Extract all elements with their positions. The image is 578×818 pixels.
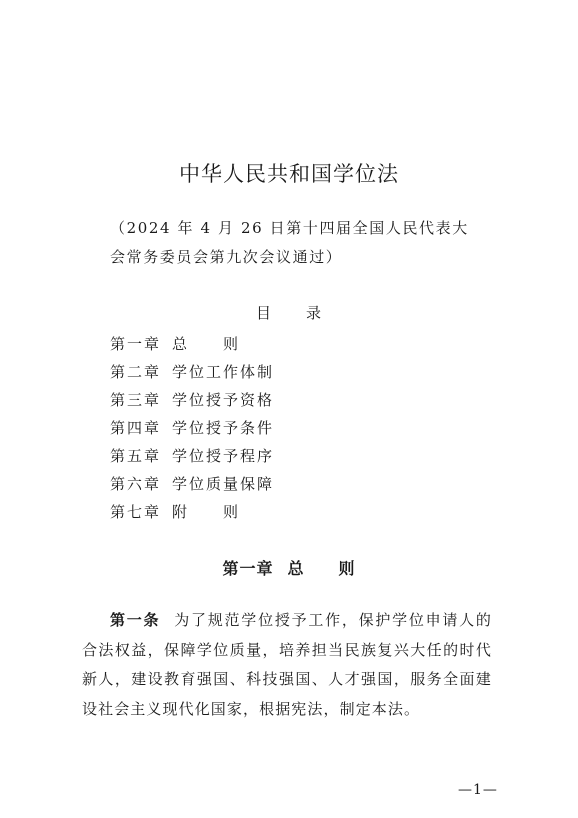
document-title: 中华人民共和国学位法 <box>179 162 399 186</box>
toc-chapter-number: 第三章 <box>110 391 162 409</box>
table-of-contents <box>110 330 274 526</box>
toc-item-chapter-5 <box>110 442 274 470</box>
toc-heading-left: 目 <box>255 304 272 322</box>
toc-chapter-title: 附 则 <box>172 503 241 521</box>
toc-chapter-number: 第二章 <box>110 363 162 381</box>
article-text: 为了规范学位授予工作，保护学位申请人的合法权益，保障学位质量，培养担当民族复兴大任的时代新人，建设教育强国、科技强国、人才强国，服务全面建设社会主义现代化国家，根据宪法，制定本法。 <box>82 611 492 718</box>
toc-item-chapter-7 <box>110 498 274 526</box>
chapter-title: 总 则 <box>287 559 356 578</box>
toc-chapter-number: 第七章 <box>110 503 162 521</box>
toc-item-chapter-2 <box>110 358 274 386</box>
toc-chapter-number: 第五章 <box>110 447 162 465</box>
toc-item-chapter-3 <box>110 386 274 414</box>
chapter-heading <box>0 556 578 579</box>
toc-chapter-number: 第六章 <box>110 475 162 493</box>
adoption-note: （2024 年 4 月 26 日第十四届全国人民代表大会常务委员会第九次会议通过） <box>110 219 469 266</box>
toc-chapter-title: 总 则 <box>172 335 241 353</box>
toc-item-chapter-4 <box>110 414 274 442</box>
toc-item-chapter-1 <box>110 330 274 358</box>
toc-chapter-title: 学位质量保障 <box>172 475 275 493</box>
toc-heading <box>0 302 578 323</box>
toc-heading-right: 录 <box>306 304 323 322</box>
page-number: —1— <box>458 782 498 798</box>
toc-chapter-title: 学位授予条件 <box>172 419 275 437</box>
toc-chapter-title: 学位工作体制 <box>172 363 275 381</box>
article-paragraph <box>82 606 492 724</box>
toc-chapter-number: 第一章 <box>110 335 162 353</box>
toc-chapter-title: 学位授予资格 <box>172 391 275 409</box>
toc-chapter-title: 学位授予程序 <box>172 447 275 465</box>
toc-chapter-number: 第四章 <box>110 419 162 437</box>
article-label: 第一条 <box>110 611 161 629</box>
chapter-number: 第一章 <box>222 559 274 578</box>
toc-item-chapter-6 <box>110 470 274 498</box>
